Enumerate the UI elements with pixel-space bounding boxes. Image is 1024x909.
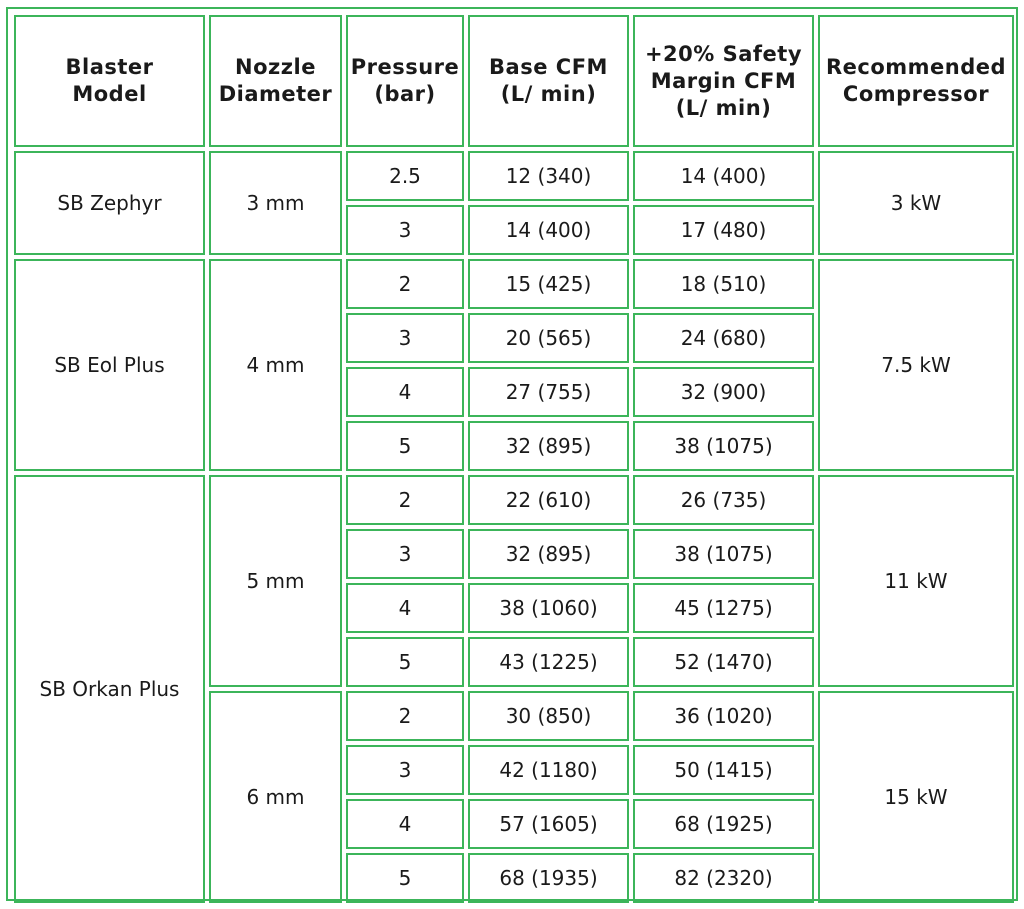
pressure-cell: 3 [346, 205, 464, 255]
header-row [14, 15, 1014, 147]
pressure-cell: 3 [346, 745, 464, 795]
header-pressure: Pressure (bar) [346, 15, 464, 147]
margin-cfm-cell: 38 (1075) [633, 529, 814, 579]
table-frame [6, 7, 1018, 901]
margin-cfm-cell: 17 (480) [633, 205, 814, 255]
margin-cfm-cell: 68 (1925) [633, 799, 814, 849]
nozzle-cell: 5 mm [209, 475, 342, 687]
model-cell: SB Eol Plus [14, 259, 205, 471]
compressor-cell: 11 kW [818, 475, 1014, 687]
nozzle-cell: 6 mm [209, 691, 342, 903]
margin-cfm-cell: 18 (510) [633, 259, 814, 309]
compressor-cell: 15 kW [818, 691, 1014, 903]
base-cfm-cell: 32 (895) [468, 529, 629, 579]
base-cfm-cell: 22 (610) [468, 475, 629, 525]
pressure-cell: 5 [346, 421, 464, 471]
pressure-cell: 5 [346, 637, 464, 687]
pressure-cell: 4 [346, 799, 464, 849]
margin-cfm-cell: 24 (680) [633, 313, 814, 363]
margin-cfm-cell: 52 (1470) [633, 637, 814, 687]
pressure-cell: 2 [346, 259, 464, 309]
pressure-cell: 3 [346, 529, 464, 579]
pressure-cell: 4 [346, 583, 464, 633]
margin-cfm-cell: 50 (1415) [633, 745, 814, 795]
base-cfm-cell: 12 (340) [468, 151, 629, 201]
margin-cfm-cell: 45 (1275) [633, 583, 814, 633]
base-cfm-cell: 57 (1605) [468, 799, 629, 849]
model-cell: SB Zephyr [14, 151, 205, 255]
base-cfm-cell: 42 (1180) [468, 745, 629, 795]
pressure-cell: 2 [346, 475, 464, 525]
header-safety-margin-cfm: +20% Safety Margin CFM (L/ min) [633, 15, 814, 147]
margin-cfm-cell: 38 (1075) [633, 421, 814, 471]
pressure-cell: 2 [346, 691, 464, 741]
header-recommended-compressor: Recommended Compressor [818, 15, 1014, 147]
pressure-cell: 4 [346, 367, 464, 417]
margin-cfm-cell: 32 (900) [633, 367, 814, 417]
base-cfm-cell: 32 (895) [468, 421, 629, 471]
compressor-table [10, 11, 1018, 907]
pressure-cell: 5 [346, 853, 464, 903]
base-cfm-cell: 27 (755) [468, 367, 629, 417]
table-row [14, 475, 1014, 525]
nozzle-cell: 4 mm [209, 259, 342, 471]
header-blaster-model: Blaster Model [14, 15, 205, 147]
base-cfm-cell: 68 (1935) [468, 853, 629, 903]
margin-cfm-cell: 82 (2320) [633, 853, 814, 903]
base-cfm-cell: 14 (400) [468, 205, 629, 255]
compressor-cell: 7.5 kW [818, 259, 1014, 471]
base-cfm-cell: 43 (1225) [468, 637, 629, 687]
nozzle-cell: 3 mm [209, 151, 342, 255]
margin-cfm-cell: 26 (735) [633, 475, 814, 525]
pressure-cell: 3 [346, 313, 464, 363]
header-base-cfm: Base CFM (L/ min) [468, 15, 629, 147]
model-cell: SB Orkan Plus [14, 475, 205, 903]
base-cfm-cell: 30 (850) [468, 691, 629, 741]
pressure-cell: 2.5 [346, 151, 464, 201]
base-cfm-cell: 20 (565) [468, 313, 629, 363]
header-nozzle-diameter: Nozzle Diameter [209, 15, 342, 147]
table-row [14, 259, 1014, 309]
base-cfm-cell: 38 (1060) [468, 583, 629, 633]
margin-cfm-cell: 36 (1020) [633, 691, 814, 741]
base-cfm-cell: 15 (425) [468, 259, 629, 309]
margin-cfm-cell: 14 (400) [633, 151, 814, 201]
compressor-cell: 3 kW [818, 151, 1014, 255]
table-row [14, 151, 1014, 201]
